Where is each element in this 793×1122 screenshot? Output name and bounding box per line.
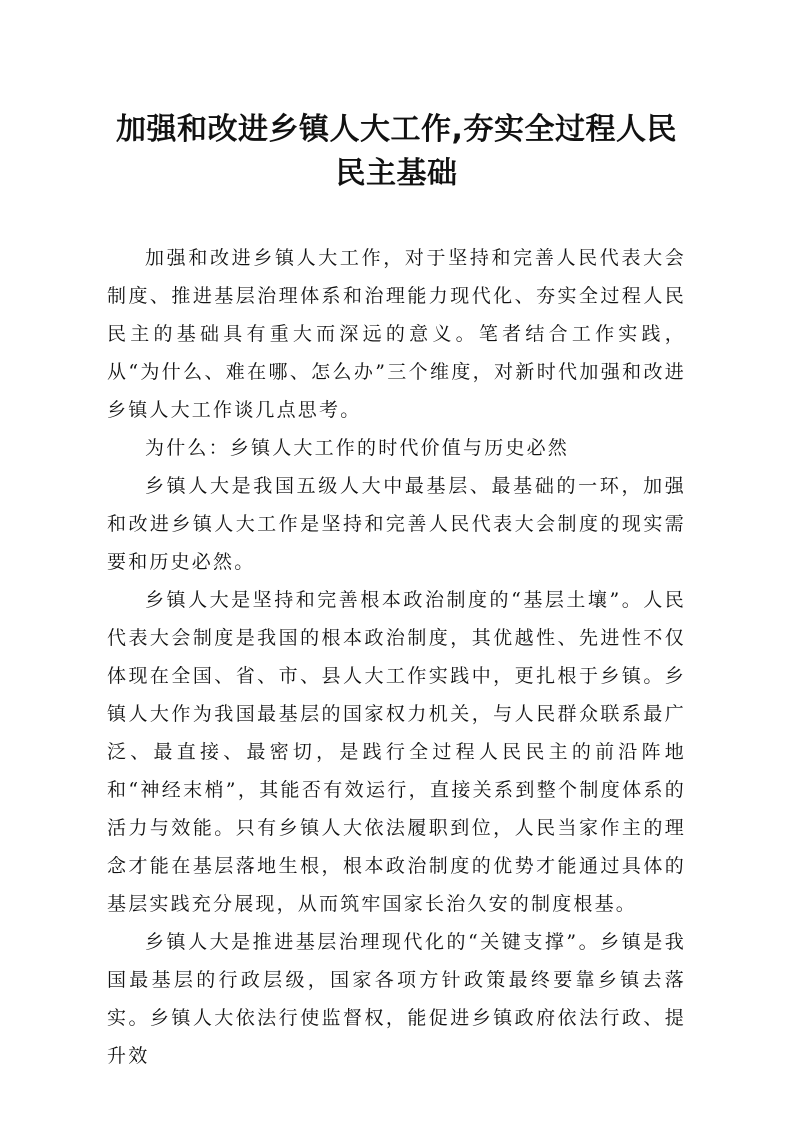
document-body (107, 239, 686, 1075)
paragraph-key-support: 乡镇人大是推进基层治理现代化的“关键支撑”。乡镇是我国最基层的行政层级，国家各项方针政策最终要靠乡镇去落实。乡镇人大依法行使监督权，能促进乡镇政府依法行政、提升效 (107, 931, 686, 1067)
paragraph-intro: 加强和改进乡镇人大工作，对于坚持和完善人民代表大会制度、推进基层治理体系和治理能力现代化、夯实全过程人民民主的基础具有重大而深远的意义。笔者结合工作实践，从“为什么、难在哪、怎么办”三个维度，对新时代加强和改进乡镇人大工作谈几点思考。 (107, 247, 686, 421)
section-heading-why: 为什么：乡镇人大工作的时代价值与历史必然 (145, 437, 570, 459)
document-title: 加强和改进乡镇人大工作,夯实全过程人民民主基础 (116, 112, 677, 191)
paragraph-grassroots-soil: 乡镇人大是坚持和完善根本政治制度的“基层土壤”。人民代表大会制度是我国的根本政治制度，其优越性、先进性不仅体现在全国、省、市、县人大工作实践中，更扎根于乡镇。乡镇人大作为我国最基层的国家权力机关，与人民群众联系最广泛、最直接、最密切，是践行全过程人民民主的前沿阵地和“神经末梢”，其能否有效运行，直接关系到整个制度体系的活力与效能。只有乡镇人大依法履职到位，人民当家作主的理念才能在基层落地生根，根本政治制度的优势才能通过具体的基层实践充分展现，从而筑牢国家长治久安的制度根基。 (107, 589, 686, 915)
paragraph-township-basis: 乡镇人大是我国五级人大中最基层、最基础的一环，加强和改进乡镇人大工作是坚持和完善人民代表大会制度的现实需要和历史必然。 (107, 475, 686, 573)
